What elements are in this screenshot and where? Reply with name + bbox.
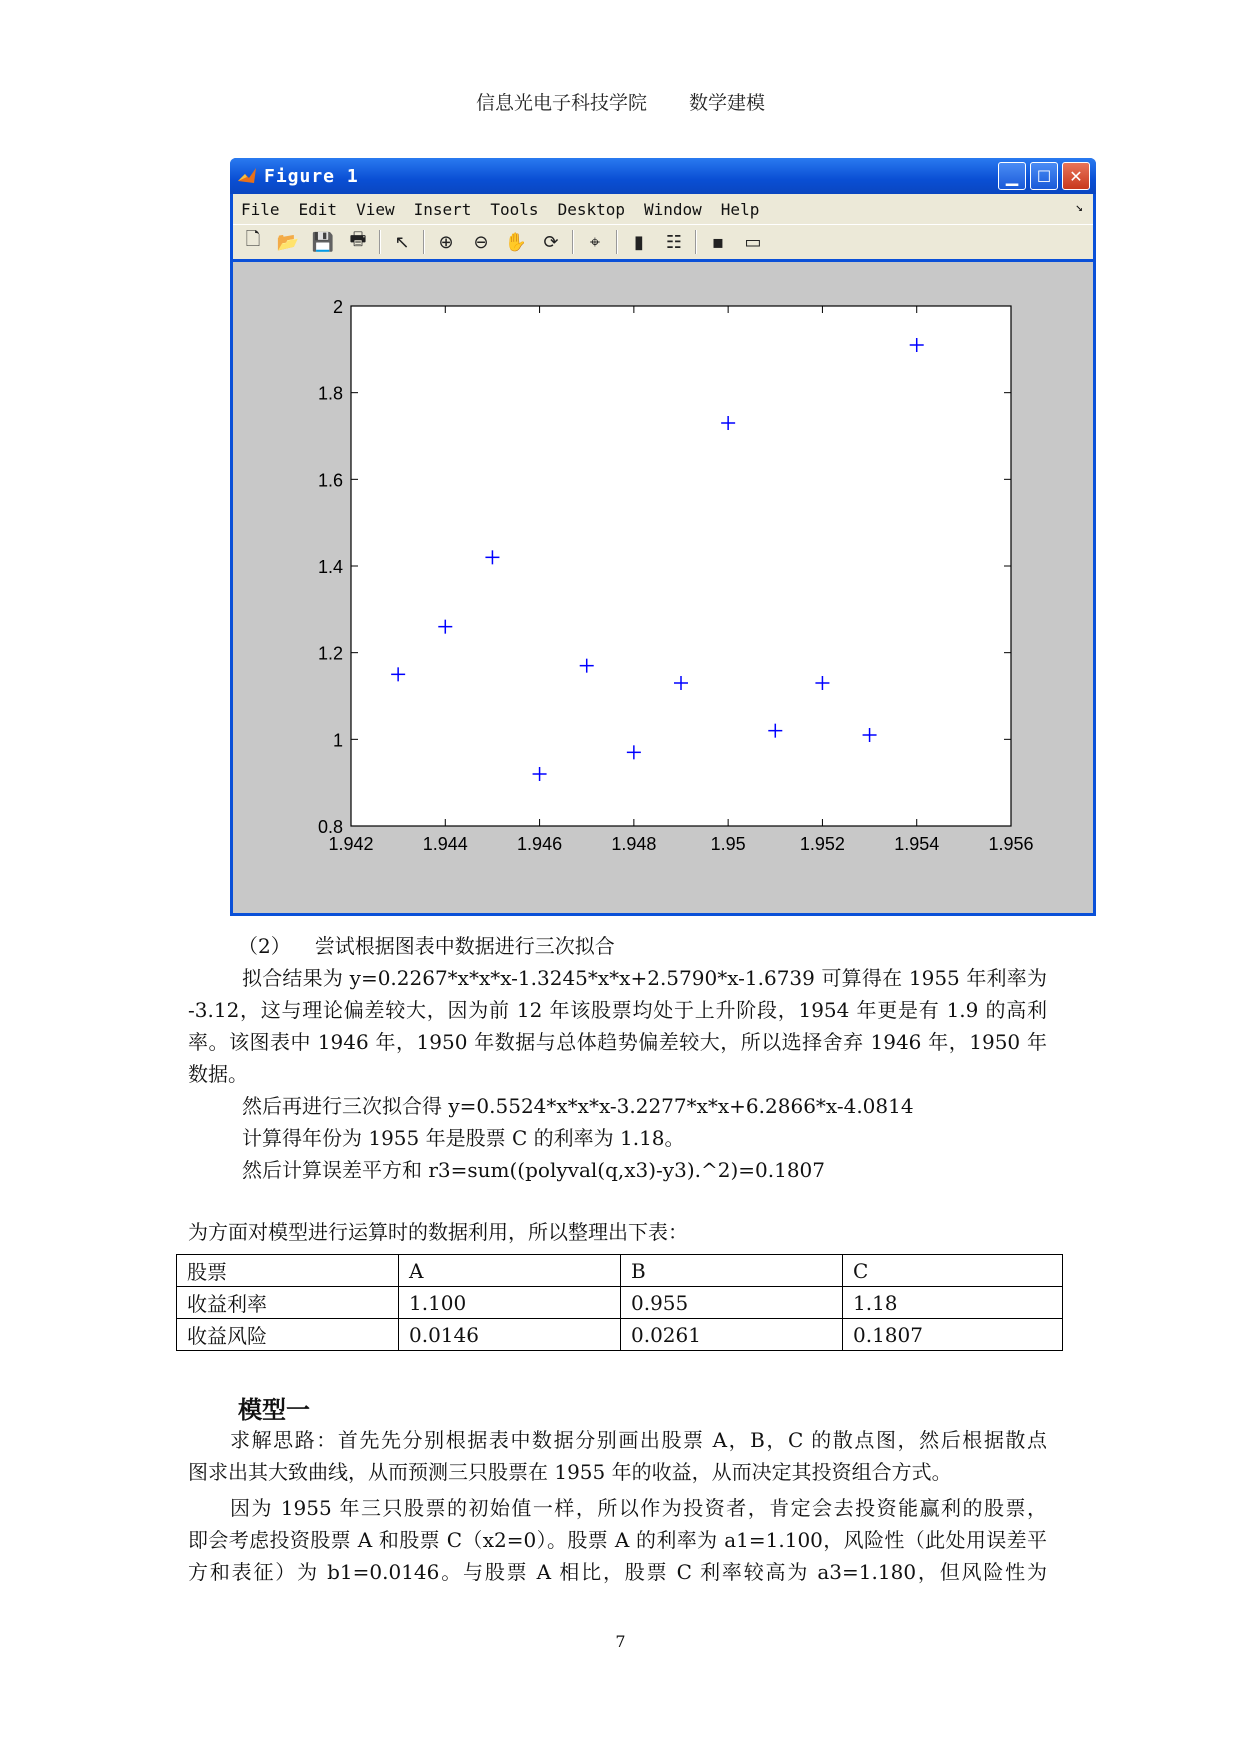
print-icon[interactable]: 🖶 xyxy=(349,229,367,250)
y-tick-label: 1 xyxy=(332,730,343,751)
figure-canvas xyxy=(233,262,1093,913)
toolbar-separator xyxy=(572,230,574,254)
y-tick-label: 1.6 xyxy=(317,470,343,491)
table-cell: 股票 xyxy=(177,1255,399,1287)
menu-help[interactable]: Help xyxy=(720,199,760,219)
new-figure-icon[interactable]: 🗋 xyxy=(245,229,261,250)
show-plot-tools-icon[interactable]: ▭ xyxy=(744,231,762,253)
fit-paragraph-line: 数据。 xyxy=(188,1062,248,1086)
model-paragraph-line: 图求出其大致曲线，从而预测三只股票在 1955 年的收益，从而决定其投资组合方式。 xyxy=(188,1460,952,1484)
table-cell: B xyxy=(621,1255,843,1287)
menu-window[interactable]: Window xyxy=(644,199,702,219)
header-school: 信息光电子科技学院 xyxy=(475,92,647,114)
result-line: 计算得年份为 1955 年是股票 C 的利率为 1.18。 xyxy=(242,1126,685,1150)
fit-paragraph-line: -3.12，这与理论偏差较大，因为前 12 年该股票均处于上升阶段，1954 年更是有 1.9 的高利 xyxy=(188,998,1047,1022)
scatter-plot[interactable] xyxy=(233,262,1093,913)
x-tick-label: 1.95 xyxy=(710,834,746,854)
table-cell: 收益利率 xyxy=(177,1287,399,1319)
open-file-icon[interactable]: 📂 xyxy=(276,231,300,253)
x-tick-label: 1.946 xyxy=(517,834,563,854)
zoom-out-icon[interactable]: ⊖ xyxy=(473,231,489,253)
section-number: （2） xyxy=(238,934,291,958)
save-icon[interactable]: 💾 xyxy=(311,231,335,253)
x-tick-label: 1.954 xyxy=(894,834,940,854)
refit-line: 然后再进行三次拟合得 y=0.5524*x*x*x-3.2277*x*x+6.2866*x-4.0814 xyxy=(242,1094,914,1118)
y-tick-label: 0.8 xyxy=(317,817,343,837)
table-intro: 为方面对模型进行运算时的数据利用，所以整理出下表： xyxy=(188,1220,688,1244)
y-tick-label: 2 xyxy=(332,297,343,317)
table-cell: 0.955 xyxy=(621,1287,843,1319)
stock-table xyxy=(176,1254,1063,1351)
hide-plot-tools-icon[interactable]: ▪ xyxy=(711,231,725,253)
x-tick-label: 1.944 xyxy=(422,834,468,854)
table-cell: 0.0146 xyxy=(399,1319,621,1351)
pan-icon[interactable]: ✋ xyxy=(504,231,528,253)
x-tick-label: 1.942 xyxy=(328,834,374,854)
close-icon[interactable]: ✕ xyxy=(1062,162,1090,190)
toolbar-separator xyxy=(616,230,618,254)
figure-window xyxy=(230,158,1096,916)
plot-area xyxy=(351,306,1011,826)
section-heading xyxy=(238,930,615,962)
table-cell: 1.100 xyxy=(399,1287,621,1319)
error-line: 然后计算误差平方和 r3=sum((polyval(q,x3)-y3).^2)=0.1807 xyxy=(242,1158,826,1182)
table-cell: C xyxy=(843,1255,1063,1287)
menu-insert[interactable]: Insert xyxy=(413,199,472,219)
header-course: 数学建模 xyxy=(689,92,766,114)
figure-toolbar xyxy=(233,224,1093,259)
y-tick-label: 1.2 xyxy=(317,643,343,664)
legend-icon[interactable]: ☷ xyxy=(665,231,683,253)
y-tick-label: 1.8 xyxy=(317,383,343,404)
section-title: 尝试根据图表中数据进行三次拟合 xyxy=(314,934,615,958)
x-tick-label: 1.956 xyxy=(988,834,1034,854)
page-number: 7 xyxy=(615,1632,626,1651)
figure-title: Figure 1 xyxy=(264,165,359,187)
menu-tools[interactable]: Tools xyxy=(490,199,539,219)
figure-titlebar[interactable] xyxy=(230,158,1096,194)
figure-menubar xyxy=(233,194,1093,224)
model-one-title: 模型一 xyxy=(238,1395,310,1424)
toolbar-separator xyxy=(379,230,381,254)
menu-view[interactable]: View xyxy=(356,199,395,219)
zoom-in-icon[interactable]: ⊕ xyxy=(438,231,454,253)
maximize-icon[interactable]: ☐ xyxy=(1030,162,1058,190)
model-paragraph-line: 即会考虑投资股票 A 和股票 C（x2=0）。股票 A 的利率为 a1=1.100，风险性（此处用误差平 xyxy=(188,1528,1047,1552)
menu-edit[interactable]: Edit xyxy=(298,199,338,219)
menu-file[interactable]: File xyxy=(241,199,280,219)
table-row xyxy=(177,1319,1063,1351)
fit-paragraph-line: 拟合结果为 y=0.2267*x*x*x-1.3245*x*x+2.5790*x-1.6739 可算得在 1955 年利率为 xyxy=(242,966,1047,990)
fit-paragraph-line: 率。该图表中 1946 年，1950 年数据与总体趋势偏差较大，所以选择舍弃 1946 年，1950 年 xyxy=(188,1030,1047,1054)
model-paragraph-line: 因为 1955 年三只股票的初始值一样，所以作为投资者，肯定会去投资能赢利的股票， xyxy=(230,1496,1047,1520)
table-cell: 0.0261 xyxy=(621,1319,843,1351)
table-row xyxy=(177,1255,1063,1287)
table-cell: A xyxy=(399,1255,621,1287)
toolbar-separator xyxy=(423,230,425,254)
table-cell: 0.1807 xyxy=(843,1319,1063,1351)
table-cell: 1.18 xyxy=(843,1287,1063,1319)
model-paragraph-line: 方和表征）为 b1=0.0146。与股票 A 相比，股票 C 利率较高为 a3=1.180，但风险性为 xyxy=(188,1560,1047,1584)
matlab-logo-icon xyxy=(236,165,258,187)
data-cursor-icon[interactable]: ⌖ xyxy=(589,231,601,253)
rotate-3d-icon[interactable]: ⟳ xyxy=(543,231,559,253)
model-paragraph-line: 求解思路：首先先分别根据表中数据分别画出股票 A，B，C 的散点图，然后根据散点 xyxy=(230,1428,1047,1452)
x-tick-label: 1.952 xyxy=(799,834,845,854)
table-row xyxy=(177,1287,1063,1319)
minimize-icon[interactable]: ▁ xyxy=(998,162,1026,190)
edit-plot-icon[interactable]: ↖ xyxy=(394,231,410,253)
dock-arrow-icon[interactable]: ↘ xyxy=(1075,200,1083,215)
table-cell: 收益风险 xyxy=(177,1319,399,1351)
y-tick-label: 1.4 xyxy=(317,557,343,577)
menu-desktop[interactable]: Desktop xyxy=(557,199,625,219)
page-header xyxy=(0,88,1241,115)
colorbar-icon[interactable]: ▮ xyxy=(634,231,644,253)
x-tick-label: 1.948 xyxy=(611,834,657,854)
toolbar-separator xyxy=(695,230,697,254)
